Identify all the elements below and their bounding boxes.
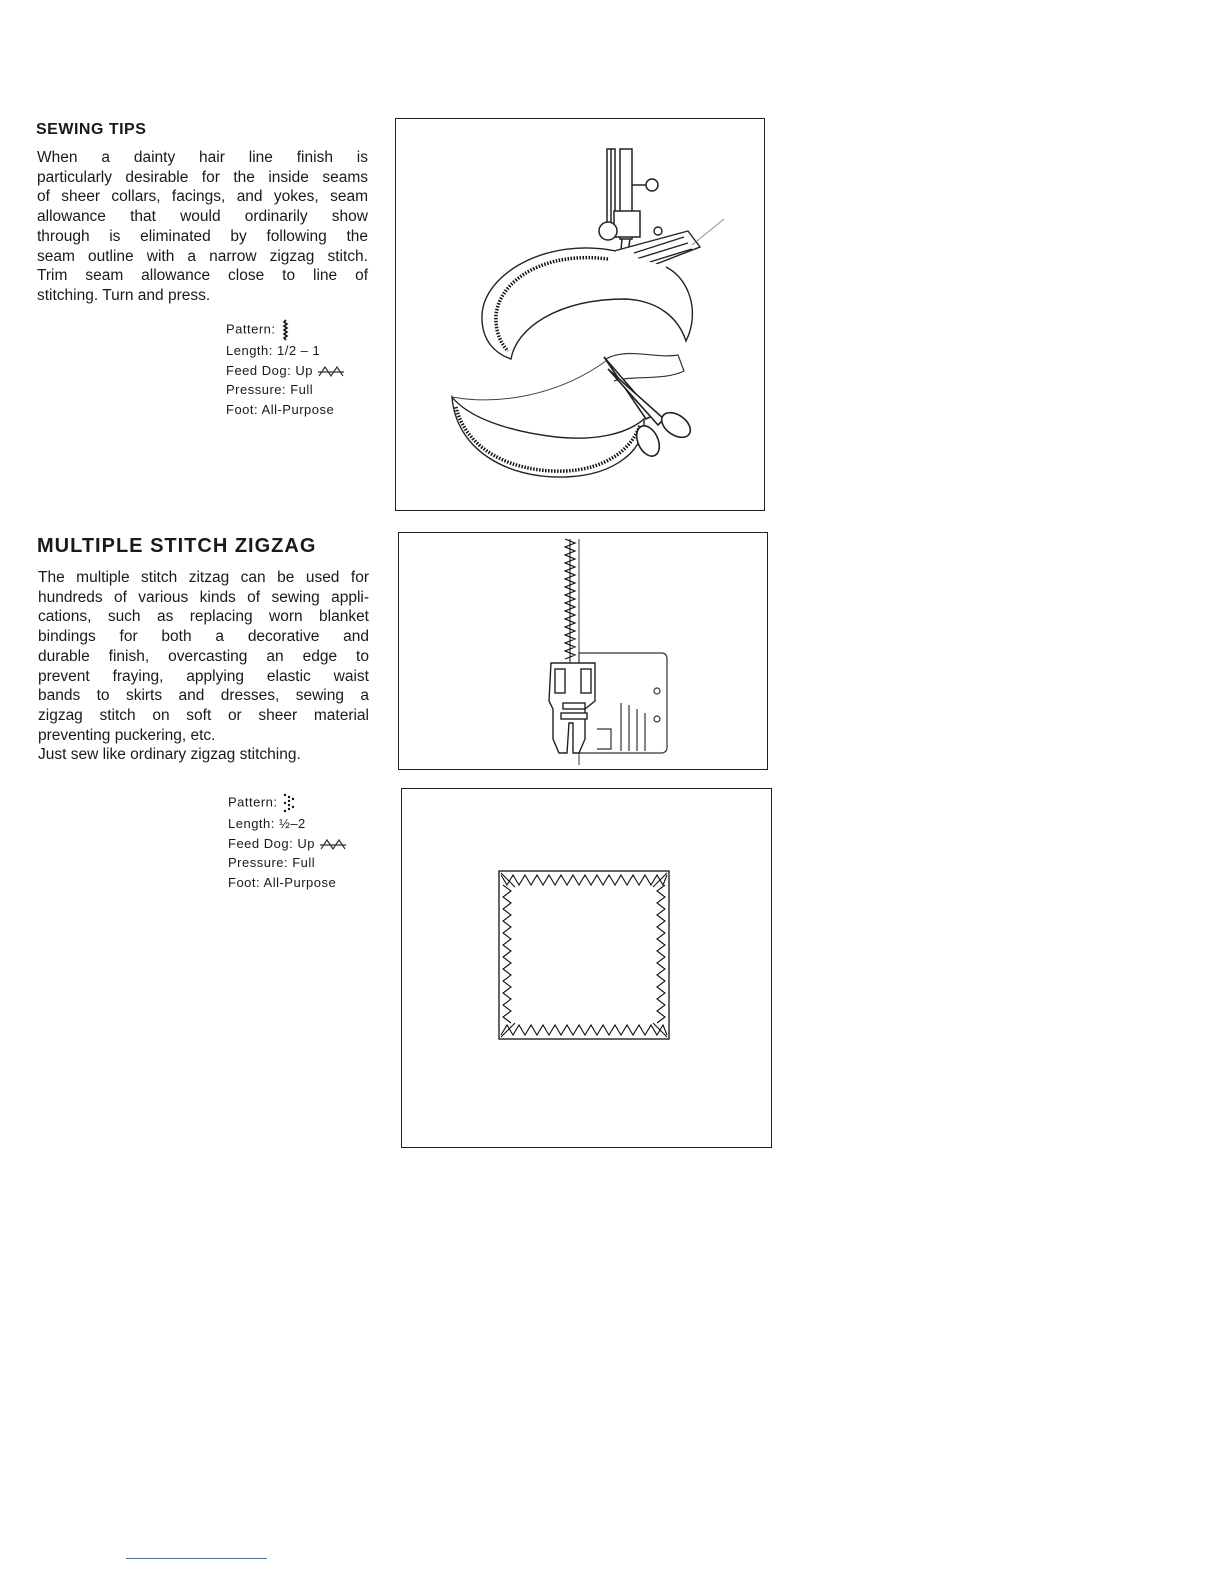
length-row: Length: 1/2 – 1 [226, 343, 321, 358]
length-row: Length: ½–2 [228, 816, 306, 831]
fabric-square [499, 871, 669, 1039]
zigzag-body-line: hundreds of various kinds of sewing appli- [38, 588, 369, 606]
zigzag-body-line: Just sew like ordinary zigzag stitching. [38, 746, 301, 764]
multiple-stitch-zigzag-heading: MULTIPLE STITCH ZIGZAG [37, 535, 317, 557]
sewing-tips-body [37, 148, 368, 306]
collar-piece-upper [482, 248, 692, 359]
sewing-tips-settings [226, 319, 345, 419]
feed-dog-icon [317, 365, 345, 377]
page-number-fragment [22, 1158, 48, 1164]
feed-dog-row: Feed Dog: Up [226, 361, 345, 381]
collar-stitching-illustration [395, 118, 765, 511]
zigzag-body-line: preventing puckering, etc. [38, 726, 216, 744]
zigzag-body-line: bands to skirts and dresses, sewing a [38, 687, 369, 705]
zigzag-square-illustration [401, 788, 772, 1148]
sewing-tips-line: stitching. Turn and press. [37, 286, 211, 304]
footer-rule [126, 1558, 267, 1559]
sewing-tips-line: through is eliminated by following the [37, 227, 368, 245]
pressure-row: Pressure: Full [226, 382, 314, 397]
zigzag-body-line: prevent fraying, applying elastic waist [38, 667, 369, 685]
pressure-row: Pressure: Full [228, 855, 316, 870]
narrow-zigzag-pattern-icon [280, 319, 292, 341]
pattern-row: Pattern: [226, 319, 345, 341]
sewing-tips-heading: SEWING TIPS [36, 121, 147, 138]
zigzag-body-line: zigzag stitch on soft or sheer material [38, 706, 369, 724]
sewing-tips-line: When a dainty hair line finish is [37, 149, 368, 166]
zigzag-body-line: The multiple stitch zitzag can be used for [38, 569, 369, 586]
multiple-zigzag-pattern-icon [282, 792, 296, 814]
multiple-stitch-zigzag-body [38, 568, 369, 765]
zigzag-body-line: bindings for both a decorative and [38, 628, 369, 646]
sewing-tips-line: particularly desirable for the inside seams [37, 168, 368, 186]
pattern-row: Pattern: [228, 792, 347, 814]
zigzag-body-line: durable finish, overcasting an edge to [38, 647, 369, 665]
feed-dog-row: Feed Dog: Up [228, 834, 347, 854]
sewing-tips-line: seam outline with a narrow zigzag stitch. [37, 247, 368, 265]
sewing-tips-line: allowance that would ordinarily show [37, 208, 368, 226]
sewing-tips-line: of sheer collars, facings, and yokes, seam [37, 188, 368, 206]
feed-dog-icon [319, 838, 347, 850]
zigzag-settings [228, 792, 347, 892]
sewing-tips-line: Trim seam allowance close to line of [37, 267, 368, 285]
foot-row: Foot: All-Purpose [226, 401, 335, 417]
multiple-zigzag-foot-illustration [398, 532, 768, 770]
zigzag-body-line: cations, such as replacing worn blanket [38, 608, 369, 626]
foot-row: Foot: All-Purpose [228, 874, 337, 890]
